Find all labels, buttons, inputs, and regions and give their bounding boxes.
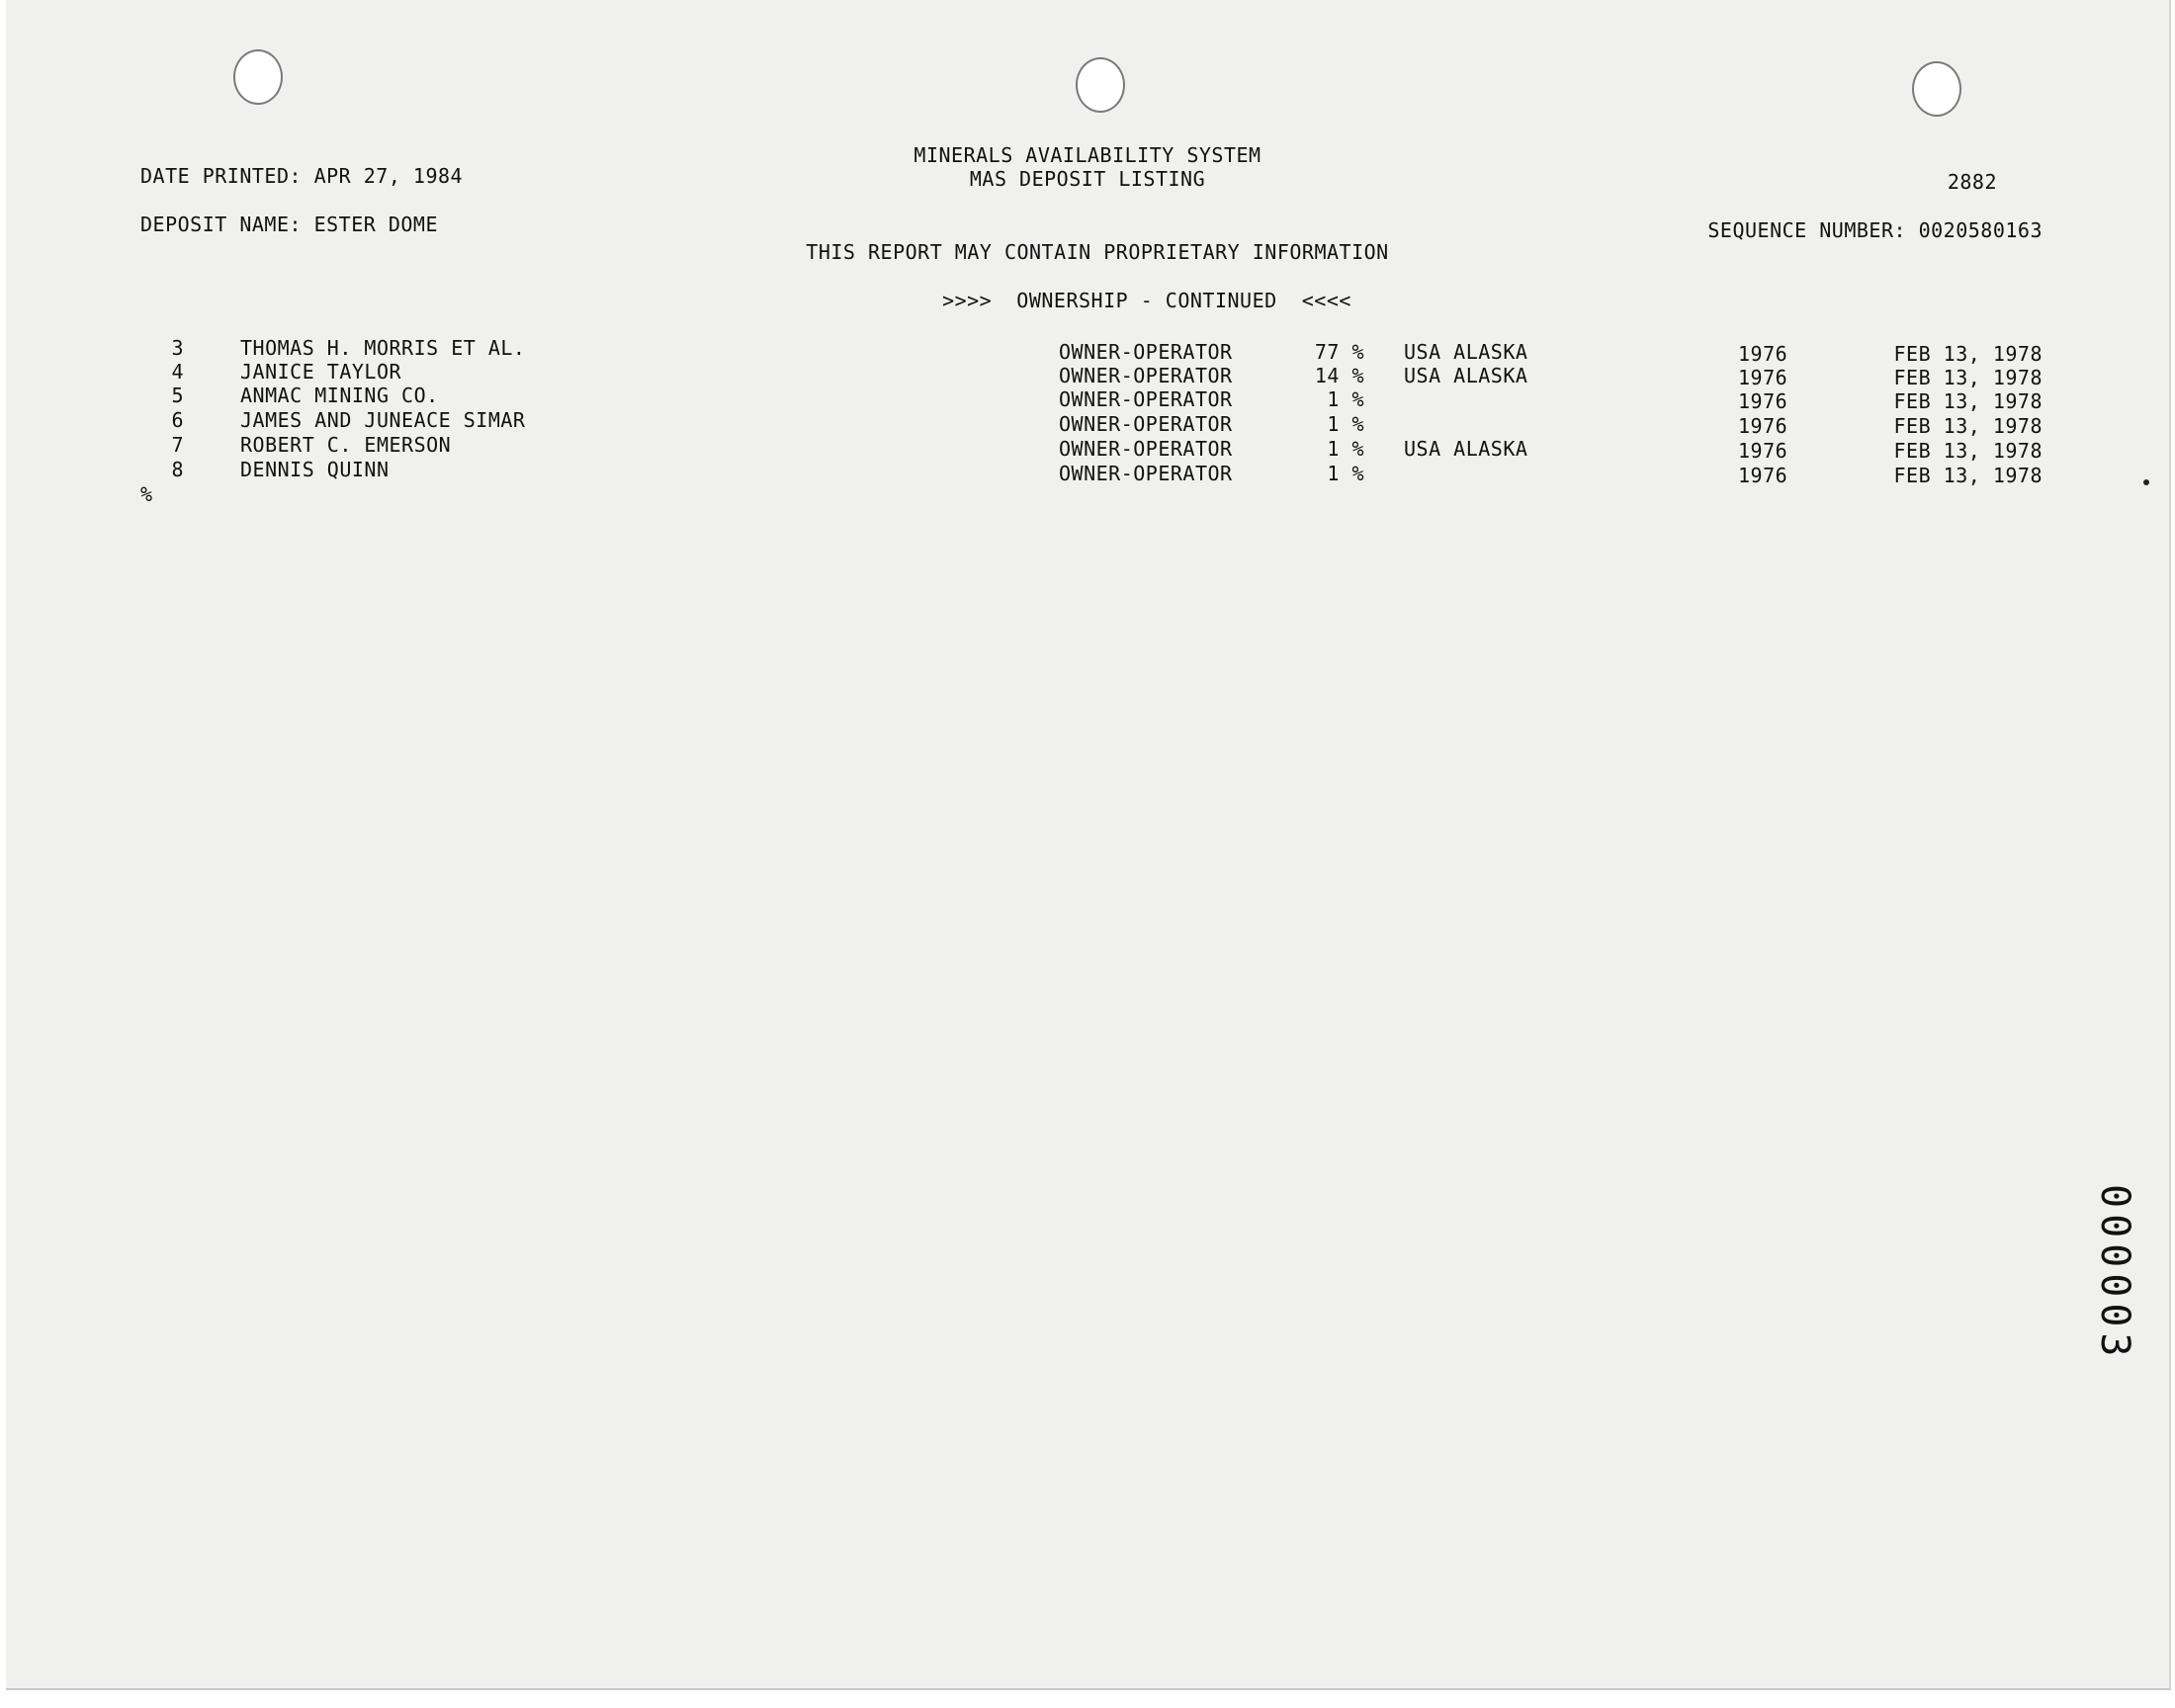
punch-hole-center xyxy=(1076,57,1125,113)
owner-year: 1976 xyxy=(1738,414,1788,438)
owner-number: 6 xyxy=(171,408,184,432)
owner-role: OWNER-OPERATOR xyxy=(1059,340,1233,364)
owner-year: 1976 xyxy=(1738,464,1788,487)
table-row xyxy=(0,433,2175,463)
owner-location: USA ALASKA xyxy=(1404,364,1528,387)
owner-name: THOMAS H. MORRIS ET AL. xyxy=(240,336,526,360)
owner-number: 5 xyxy=(171,384,184,407)
owner-number: 7 xyxy=(171,433,184,457)
deposit-name: DEPOSIT NAME: ESTER DOME xyxy=(140,213,438,236)
owner-year: 1976 xyxy=(1738,439,1788,463)
table-row xyxy=(0,408,2175,438)
owner-date: FEB 13, 1978 xyxy=(1893,439,2043,463)
owner-percent: 1 % xyxy=(1327,437,1364,461)
owner-year: 1976 xyxy=(1738,389,1788,413)
section-title: >>>> OWNERSHIP - CONTINUED <<<< xyxy=(942,289,1351,312)
owner-year: 1976 xyxy=(1738,342,1788,366)
owner-date: FEB 13, 1978 xyxy=(1893,342,2043,366)
owner-percent: 1 % xyxy=(1327,387,1364,411)
page-number: 2882 xyxy=(1947,170,1997,194)
table-row xyxy=(0,384,2175,413)
owner-date: FEB 13, 1978 xyxy=(1893,366,2043,389)
table-row xyxy=(0,336,2175,366)
system-title: MINERALS AVAILABILITY SYSTEM xyxy=(914,143,1262,167)
owner-percent: 1 % xyxy=(1327,462,1364,485)
owner-date: FEB 13, 1978 xyxy=(1893,389,2043,413)
owner-location: USA ALASKA xyxy=(1404,437,1528,461)
owner-number: 3 xyxy=(171,336,184,360)
owner-name: ROBERT C. EMERSON xyxy=(240,433,452,457)
owner-percent: 1 % xyxy=(1327,412,1364,436)
owner-number: 4 xyxy=(171,360,184,384)
owner-role: OWNER-OPERATOR xyxy=(1059,412,1233,436)
owner-role: OWNER-OPERATOR xyxy=(1059,437,1233,461)
table-row xyxy=(0,360,2175,389)
punch-hole-left xyxy=(233,49,283,105)
owner-name: JAMES AND JUNEACE SIMAR xyxy=(240,408,526,432)
speck-mark xyxy=(2143,479,2149,485)
owner-percent: 14 % xyxy=(1314,364,1364,387)
owner-date: FEB 13, 1978 xyxy=(1893,464,2043,487)
side-page-stamp: 000003 xyxy=(2092,1184,2137,1363)
proprietary-notice: THIS REPORT MAY CONTAIN PROPRIETARY INFORMATION xyxy=(806,240,1389,264)
punch-hole-right xyxy=(1912,61,1961,117)
owner-year: 1976 xyxy=(1738,366,1788,389)
date-printed: DATE PRINTED: APR 27, 1984 xyxy=(140,164,464,188)
owner-number: 8 xyxy=(171,458,184,481)
owner-name: JANICE TAYLOR xyxy=(240,360,402,384)
owner-name: ANMAC MINING CO. xyxy=(240,384,439,407)
listing-title: MAS DEPOSIT LISTING xyxy=(969,167,1206,191)
owner-location: USA ALASKA xyxy=(1404,340,1528,364)
owner-name: DENNIS QUINN xyxy=(240,458,390,481)
owner-date: FEB 13, 1978 xyxy=(1893,414,2043,438)
owner-role: OWNER-OPERATOR xyxy=(1059,462,1233,485)
end-mark: % xyxy=(140,482,153,506)
owner-percent: 77 % xyxy=(1314,340,1364,364)
sequence-number: SEQUENCE NUMBER: 0020580163 xyxy=(1707,218,2043,242)
owner-role: OWNER-OPERATOR xyxy=(1059,364,1233,387)
table-row xyxy=(0,458,2175,487)
owner-role: OWNER-OPERATOR xyxy=(1059,387,1233,411)
